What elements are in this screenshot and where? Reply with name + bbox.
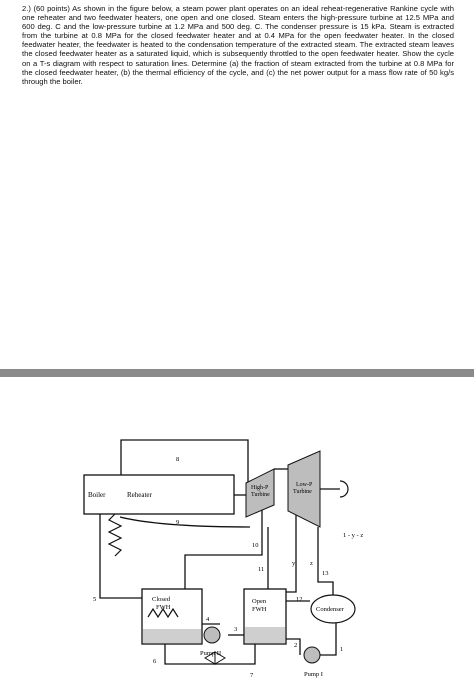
pump-ii-icon: [204, 627, 220, 643]
boiler-coil: [109, 514, 121, 556]
y-label: y: [292, 560, 296, 567]
lp-turbine-label-1: Low-P: [296, 482, 313, 488]
boiler-label: Boiler: [88, 491, 106, 499]
pump-i-label: Pump I: [304, 671, 323, 678]
problem-statement: 2.) (60 points) As shown in the figure below, a steam power plant operates on an ideal reheat-regenerative Rankine cycle with one reheater and two feedwater heaters, one open and one closed. Steam enters the high-pressure turbine at 12.5 MPa and 600 deg. C and the low-pressure turbine at 1.2 MPa and 500 deg. C. The condenser pressure is 15 kPa. Steam is extracted from the turbine at 0.8 MPa for the closed feedwater heater and at 0.4 MPa for the open feedwater heater. In the closed feedwater heater, the feedwater is heated to the condensation temperature of the extracted steam. The extracted steam leaves the closed feedwater heater as a saturated liquid, which is subsequently throttled to the open feedwater heater. Show the cycle on a T-s diagram with respect to saturation lines. Determine (a) the fraction of steam extracted from the turbine at 0.8 MPa for the closed feedwater heater, (b) the thermal efficiency of the cycle, and (c) the net power output for a mass flow rate of 50 kg/s through the boiler.: [22, 4, 454, 86]
open-fwh-label-2: FWH: [252, 606, 267, 613]
state-4: 4: [206, 616, 210, 623]
line-state-9: [120, 517, 250, 527]
reheater-label: Reheater: [127, 491, 152, 499]
mass-fraction-label: 1 - y - z: [343, 532, 364, 539]
page-divider: [0, 369, 474, 377]
lp-turbine-label-2: Turbine: [293, 489, 312, 495]
pump-i-icon: [304, 647, 320, 663]
state-5: 5: [93, 596, 97, 603]
condenser-label: Condenser: [316, 606, 344, 613]
state-11: 11: [258, 566, 265, 573]
line-state-5: [100, 514, 143, 598]
state-6: 6: [153, 658, 157, 665]
hp-turbine-label-2: Turbine: [251, 492, 270, 498]
state-10: 10: [252, 542, 259, 549]
state-8: 8: [176, 456, 180, 463]
closed-fwh-liquid: [143, 629, 201, 643]
line-y: [284, 512, 296, 592]
state-7: 7: [250, 672, 254, 679]
state-3: 3: [234, 626, 238, 633]
cycle-schematic: [0, 377, 474, 700]
open-fwh-label-1: Open: [252, 598, 267, 605]
state-13: 13: [322, 570, 329, 577]
line-state-2: [286, 639, 300, 655]
line-state-10: [185, 507, 265, 592]
pump-ii-label: Pump II: [200, 650, 222, 657]
state-2: 2: [294, 642, 298, 649]
open-fwh-liquid: [245, 627, 285, 643]
generator-shaft: [320, 481, 348, 497]
state-12: 12: [296, 596, 303, 603]
z-label: z: [310, 560, 313, 567]
state-9: 9: [176, 519, 180, 526]
hp-turbine-label-1: High-P: [251, 485, 269, 491]
closed-fwh-label-2: FWH: [156, 604, 171, 611]
line-state-13: [318, 527, 333, 595]
closed-fwh-label-1: Closed: [152, 596, 171, 603]
line-state-1: [320, 623, 336, 655]
boiler-box: [84, 475, 234, 514]
state-1: 1: [340, 646, 344, 653]
